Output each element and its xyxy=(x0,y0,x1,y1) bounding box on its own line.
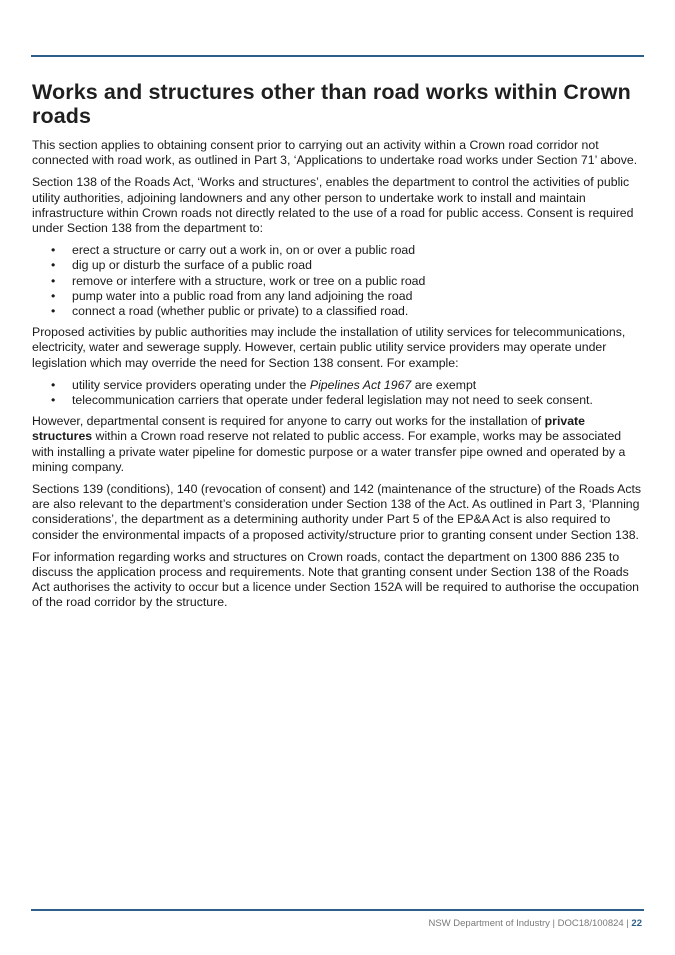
list-item: • erect a structure or carry out a work in, on or over a public road xyxy=(32,243,644,258)
paragraph-section-138: Section 138 of the Roads Act, ‘Works and structures’, enables the department to control the activities of public utility authorities, adjoining landowners and any other person to undertake work to install and maintain infrastructure within Crown roads not directly related to the use of a road for public access. Consent is required under Section 138 from the department to: xyxy=(32,175,634,236)
header-rule xyxy=(31,55,644,57)
section-heading: Works and structures other than road works within Crown roads xyxy=(32,80,631,128)
act-name: Pipelines Act 1967 xyxy=(309,377,412,392)
paragraph-private-structures xyxy=(32,414,644,475)
paragraph-related-sections: Sections 139 (conditions), 140 (revocation of consent) and 142 (maintenance of the structure) of the Roads Acts are also relevant to the department’s consideration under Section 138 of the Act. As outlined in Part 3, ‘Planning considerations’, the department as a determining authority under Part 5 of the EP&A Act is also required to consider the environmental impacts of a proposed activity/structure prior to granting consent under Section 138. xyxy=(32,482,642,542)
list-item-text: are exempt xyxy=(411,377,477,392)
exemptions-list xyxy=(32,378,644,408)
paragraph-text: However, departmental consent is required for anyone to carry out works for the installation of xyxy=(32,414,545,429)
list-item: • pump water into a public road from any land adjoining the road xyxy=(32,289,644,304)
list-item: • dig up or disturb the surface of a public road xyxy=(32,258,644,273)
list-item: • telecommunication carriers that operate under federal legislation may not need to seek consent. xyxy=(32,393,644,408)
emphasis-text: private structures xyxy=(32,414,585,444)
list-item: • connect a road (whether public or private) to a classified road. xyxy=(32,304,644,319)
paragraph-contact-info: For information regarding works and structures on Crown roads, contact the department on 1300 886 235 to discuss the application process and requirements. Note that granting consent under Section 138 of the Roads Act authorises the activity to occur but a licence under Section 152A will be required to authorise the occupation of the road corridor by the structure. xyxy=(32,549,640,610)
consent-activities-list xyxy=(32,243,644,319)
list-item xyxy=(32,378,644,393)
paragraph-intro: This section applies to obtaining consent prior to carrying out an activity within a Crown road corridor not connected with road work, as outlined in Part 3, ‘Applications to undertake road works under Section 71’ above. xyxy=(32,138,638,168)
list-item-text: utility service providers operating under the xyxy=(72,377,310,392)
page-footer xyxy=(428,918,642,929)
list-item: • remove or interfere with a structure, work or tree on a public road xyxy=(32,274,644,289)
page-number: 22 xyxy=(631,918,642,929)
paragraph-public-authorities: Proposed activities by public authorities may include the installation of utility services for telecommunications, electricity, water and sewerage supply. However, certain public utility service providers may operate under legislation which may override the need for Section 138 consent. For example: xyxy=(32,325,626,370)
footer-text: NSW Department of Industry | DOC18/100824 | xyxy=(428,918,632,929)
document-body xyxy=(32,80,644,618)
footer-rule xyxy=(31,909,644,911)
paragraph-text: within a Crown road reserve not related to public access. For example, works may be associated with installing a private water pipeline for domestic purpose or a water transfer pipe owned and operated by a mining company. xyxy=(32,429,626,474)
